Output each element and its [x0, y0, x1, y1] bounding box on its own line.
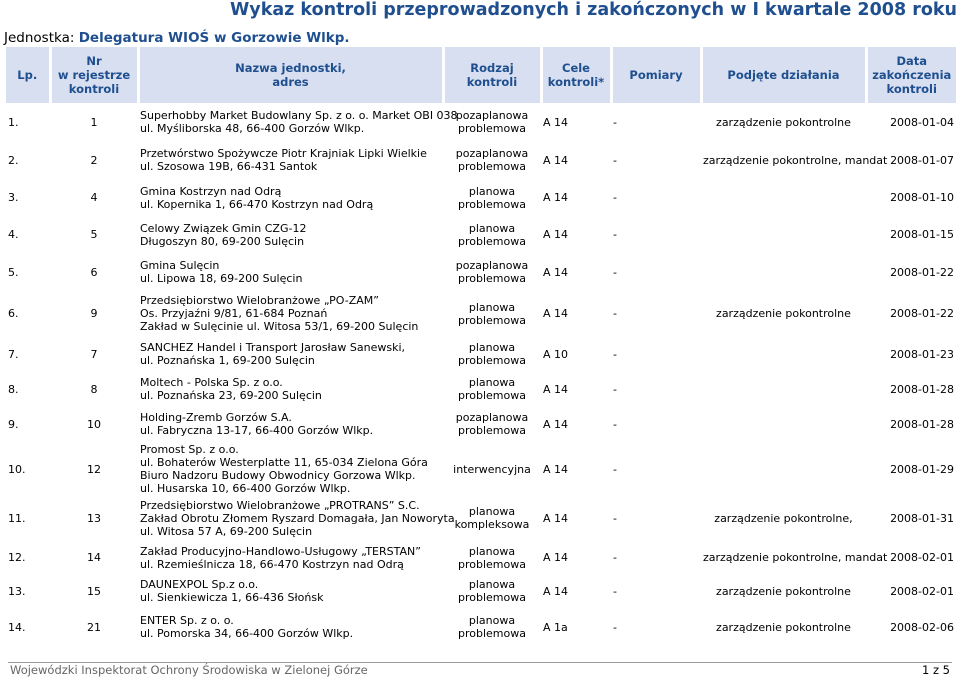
cell-type — [443, 496, 541, 540]
cell-data: 2008-01-10 — [890, 191, 954, 204]
cell-name-line: ul. Lipowa 18, 69-200 Sulęcin — [140, 272, 303, 285]
footer-org: Wojewódzki Inspektorat Ochrony Środowiska w Zielonej Górze — [10, 663, 368, 677]
cell-lp: 3. — [8, 191, 19, 204]
cell-nr: 2 — [90, 153, 98, 167]
cell-cele: A 14 — [543, 307, 569, 320]
cell-name — [138, 540, 443, 575]
cell-name — [138, 253, 443, 291]
cell-pomiary: - — [613, 417, 617, 431]
cell-type — [443, 103, 541, 141]
cell-pomiary: - — [613, 153, 617, 167]
col-header-data — [866, 47, 956, 103]
cell-pomiary: - — [613, 620, 617, 634]
cell-name — [138, 291, 443, 336]
cell-lp: 11. — [8, 511, 26, 525]
unit-label: Jednostka: — [4, 30, 75, 46]
cell-pomiary: - — [613, 462, 617, 476]
table-row — [6, 216, 956, 253]
table-body — [6, 103, 956, 647]
cell-name-line: Gmina Sulęcin — [140, 259, 220, 272]
cell-nr: 13 — [87, 511, 101, 525]
cell-cele: A 14 — [543, 382, 569, 396]
cell-name-line: DAUNEXPOL Sp.z o.o. — [140, 578, 259, 591]
cell-lp: 9. — [8, 417, 19, 431]
cell-dzialania: zarządzenie pokontrolne, — [714, 511, 853, 525]
cell-type-line: pozaplanowa — [455, 109, 529, 122]
cell-dzialania: zarządzenie pokontrolne — [716, 307, 851, 320]
cell-type-line: planowa — [468, 376, 516, 389]
table-row — [6, 103, 956, 141]
cell-type-line: problemowa — [458, 160, 526, 173]
cell-data: 2008-01-29 — [890, 462, 954, 476]
cell-cele: A 14 — [543, 462, 569, 476]
footer-page-number: 1 z 5 — [922, 663, 950, 677]
cell-name-line: Celowy Związek Gmin CZG-12 — [140, 221, 307, 235]
cell-nr: 5 — [90, 228, 98, 241]
cell-name-line: Os. Przyjaźni 9/81, 61-684 Poznań — [140, 307, 328, 320]
cell-type — [443, 575, 541, 607]
cell-type-line: problemowa — [458, 591, 526, 604]
cell-name-line: ul. Rzemieślnicza 18, 66-470 Kostrzyn nad Odrą — [140, 557, 404, 571]
cell-pomiary: - — [613, 584, 617, 598]
table-row — [6, 575, 956, 607]
cell-dzialania: zarządzenie pokontrolne, mandat — [703, 551, 888, 564]
cell-nr: 6 — [90, 265, 98, 279]
cell-name-line: ul. Fabryczna 13-17, 66-400 Gorzów Wlkp. — [140, 424, 374, 437]
cell-nr: 7 — [90, 347, 98, 361]
col-header-nr — [50, 47, 138, 103]
cell-dzialania: zarządzenie pokontrolne — [716, 620, 851, 634]
cell-pomiary: - — [613, 382, 617, 396]
col-header-line: Podjęte działania — [727, 68, 840, 82]
cell-pomiary: - — [613, 191, 617, 204]
cell-lp: 10. — [8, 462, 26, 476]
cell-lp: 2. — [8, 153, 19, 167]
cell-data: 2008-02-06 — [890, 620, 954, 634]
cell-type-line: problemowa — [458, 234, 526, 248]
cell-cele: A 14 — [543, 115, 569, 129]
cell-data: 2008-01-22 — [890, 265, 954, 279]
cell-dzialania — [701, 336, 866, 372]
table-row — [6, 442, 956, 496]
cell-data: 2008-01-28 — [890, 382, 954, 396]
cell-type-line: problemowa — [458, 424, 526, 437]
cell-lp: 13. — [8, 584, 26, 598]
cell-name-line: ul. Szosowa 19B, 66-431 Santok — [140, 160, 318, 173]
col-header-lp — [6, 47, 50, 103]
cell-name — [138, 496, 455, 540]
cell-type-line: problemowa — [458, 197, 526, 211]
cell-lp: 1. — [8, 115, 19, 129]
cell-data: 2008-02-01 — [890, 584, 954, 598]
col-header-line: adres — [272, 75, 309, 89]
cell-dzialania — [701, 179, 866, 216]
cell-pomiary: - — [613, 511, 617, 525]
cell-lp: 12. — [8, 551, 26, 564]
col-header-line: Data — [896, 54, 928, 68]
cell-data: 2008-01-23 — [890, 347, 954, 361]
cell-type-line: problemowa — [458, 389, 526, 402]
cell-pomiary: - — [613, 115, 617, 129]
cell-lp: 5. — [8, 265, 19, 279]
cell-name — [138, 103, 458, 141]
cell-type — [443, 540, 541, 575]
cell-lp: 4. — [8, 228, 19, 241]
unit-line — [4, 30, 350, 46]
cell-name — [138, 442, 443, 496]
cell-name-line: Przedsiębiorstwo Wielobranżowe „PROTRANS” S.C. — [140, 498, 420, 512]
table-row — [6, 179, 956, 216]
cell-type-line: planowa — [468, 544, 516, 558]
cell-lp: 14. — [8, 620, 26, 634]
cell-name — [138, 216, 443, 253]
cell-name-line: Przedsiębiorstwo Wielobranżowe „PO-ZAM” — [140, 294, 379, 307]
cell-name-line: SANCHEZ Handel i Transport Jarosław Sanewski, — [140, 341, 406, 354]
col-header-line: Nazwa jednostki, — [235, 61, 346, 75]
cell-type-line: problemowa — [458, 354, 526, 367]
cell-type-line: problemowa — [458, 557, 526, 571]
cell-type — [443, 141, 541, 179]
cell-name — [138, 372, 443, 406]
cell-name — [138, 406, 443, 442]
cell-type — [443, 372, 541, 406]
cell-type — [443, 406, 541, 442]
cell-name — [138, 607, 443, 647]
cell-pomiary: - — [613, 265, 617, 279]
cell-type — [443, 607, 541, 647]
cell-cele: A 14 — [543, 584, 569, 598]
cell-data: 2008-01-04 — [890, 115, 954, 129]
cell-type-line: pozaplanowa — [455, 147, 529, 160]
table-row — [6, 372, 956, 406]
cell-name-line: Zakład Obrotu Złomem Ryszard Domagała, Jan Noworyta — [140, 511, 455, 525]
cell-nr: 21 — [87, 620, 101, 634]
col-header-line: kontroli — [68, 82, 120, 96]
cell-name-line: Holding-Zremb Gorzów S.A. — [140, 411, 292, 424]
col-header-line: Nr — [86, 54, 102, 68]
cell-cele: A 1a — [543, 620, 568, 634]
cell-dzialania: zarządzenie pokontrolne — [716, 584, 851, 598]
cell-dzialania — [701, 372, 866, 406]
cell-type — [443, 336, 541, 372]
cell-name-line: ENTER Sp. z o. o. — [140, 614, 234, 627]
cell-cele: A 14 — [543, 417, 569, 431]
cell-name-line: Przetwórstwo Spożywcze Piotr Krajniak Lipki Wielkie — [140, 147, 427, 160]
cell-nr: 15 — [87, 584, 101, 598]
cell-cele: A 14 — [543, 551, 569, 564]
cell-dzialania: zarządzenie pokontrolne, mandat — [703, 153, 888, 167]
table-row — [6, 253, 956, 291]
cell-type — [443, 253, 541, 291]
cell-cele: A 14 — [543, 153, 569, 167]
cell-name-line: ul. Bohaterów Westerplatte 11, 65-034 Zielona Góra — [140, 456, 428, 469]
cell-cele: A 14 — [543, 511, 569, 525]
unit-name: Delegatura WIOŚ w Gorzowie Wlkp. — [78, 30, 350, 46]
col-header-name — [138, 47, 443, 103]
cell-lp: 8. — [8, 382, 19, 396]
col-header-line: Pomiary — [629, 68, 683, 82]
cell-cele: A 14 — [543, 191, 569, 204]
cell-name — [138, 141, 443, 179]
cell-type — [443, 179, 541, 216]
table-header-row — [6, 47, 956, 103]
col-header-line: Lp. — [17, 68, 38, 82]
cell-type-line: interwencyjna — [453, 462, 531, 476]
cell-data: 2008-01-07 — [890, 153, 954, 167]
table-row — [6, 607, 956, 647]
cell-type-line: problemowa — [458, 313, 526, 327]
cell-name-line: ul. Poznańska 1, 69-200 Sulęcin — [140, 354, 315, 367]
cell-dzialania — [701, 216, 866, 253]
inspection-table — [6, 47, 956, 647]
cell-type-line: planowa — [468, 578, 516, 591]
col-header-line: kontroli — [466, 75, 518, 89]
cell-pomiary: - — [613, 347, 617, 361]
cell-data: 2008-01-22 — [890, 307, 954, 320]
cell-lp: 7. — [8, 347, 19, 361]
cell-nr: 4 — [90, 191, 98, 204]
cell-name-line: ul. Poznańska 23, 69-200 Sulęcin — [140, 389, 322, 402]
cell-name-line: ul. Pomorska 34, 66-400 Gorzów Wlkp. — [140, 627, 354, 640]
cell-type-line: pozaplanowa — [455, 411, 529, 424]
cell-pomiary: - — [613, 307, 617, 320]
table-row — [6, 336, 956, 372]
cell-type-line: problemowa — [458, 627, 526, 640]
cell-type-line: planowa — [468, 221, 516, 235]
col-header-line: w rejestrze — [57, 68, 131, 82]
col-header-line: Rodzaj — [470, 61, 514, 75]
col-header-pomiary — [611, 47, 701, 103]
cell-name-line: ul. Husarska 10, 66-400 Gorzów Wlkp. — [140, 482, 351, 495]
cell-type-line: planowa — [468, 184, 516, 198]
col-header-line: kontroli* — [547, 75, 605, 89]
cell-data: 2008-02-01 — [890, 551, 954, 564]
cell-type-line: planowa — [468, 341, 516, 354]
cell-nr: 14 — [87, 551, 101, 564]
cell-type — [443, 291, 541, 336]
cell-name-line: Biuro Nadzoru Budowy Obwodnicy Gorzowa Wlkp. — [140, 469, 416, 482]
col-header-line: zakończenia — [872, 68, 952, 82]
cell-type-line: planowa — [468, 614, 516, 627]
col-header-dzialania — [701, 47, 866, 103]
cell-name-line: Gmina Kostrzyn nad Odrą — [140, 184, 282, 198]
cell-name-line: Zakład w Sulęcinie ul. Witosa 53/1, 69-200 Sulęcin — [140, 320, 419, 333]
table-row — [6, 141, 956, 179]
cell-name-line: Moltech - Polska Sp. z o.o. — [140, 376, 283, 389]
cell-name — [138, 179, 443, 216]
cell-nr: 10 — [87, 417, 101, 431]
col-header-cele — [541, 47, 611, 103]
cell-type — [443, 216, 541, 253]
col-header-line: kontroli — [886, 82, 937, 96]
cell-dzialania — [701, 406, 866, 442]
cell-type-line: kompleksowa — [454, 518, 530, 531]
cell-name-line: Superhobby Market Budowlany Sp. z o. o. Market OBI 038 — [140, 109, 458, 122]
cell-type-line: problemowa — [458, 272, 526, 285]
cell-nr: 12 — [87, 462, 101, 476]
cell-nr: 9 — [90, 307, 98, 320]
cell-name-line: ul. Kopernika 1, 66-470 Kostrzyn nad Odrą — [140, 197, 374, 211]
cell-dzialania — [701, 442, 866, 496]
cell-name-line: Zakład Producyjno-Handlowo-Usługowy „TERSTAN” — [140, 544, 421, 558]
cell-name-line: ul. Myśliborska 48, 66-400 Gorzów Wlkp. — [140, 122, 365, 135]
cell-type-line: problemowa — [458, 122, 526, 135]
cell-cele: A 14 — [543, 228, 569, 241]
cell-name-line: ul. Sienkiewicza 1, 66-436 Słońsk — [140, 591, 324, 604]
cell-data: 2008-01-15 — [890, 228, 954, 241]
cell-type — [443, 442, 541, 496]
cell-name-line: Długoszyn 80, 69-200 Sulęcin — [140, 234, 305, 248]
cell-cele: A 10 — [543, 347, 569, 361]
col-header-type — [443, 47, 541, 103]
col-header-line: Cele — [562, 61, 590, 75]
page-title: Wykaz kontroli przeprowadzonych i zakończonych w I kwartale 2008 roku — [230, 0, 957, 20]
cell-type-line: planowa — [468, 300, 516, 314]
table-row — [6, 540, 956, 575]
cell-nr: 8 — [90, 382, 98, 396]
cell-pomiary: - — [613, 551, 617, 564]
cell-nr: 1 — [90, 115, 98, 129]
cell-lp: 6. — [8, 307, 19, 320]
table-row — [6, 496, 956, 540]
cell-type-line: planowa — [468, 505, 516, 518]
cell-type-line: pozaplanowa — [455, 259, 529, 272]
cell-name — [138, 336, 443, 372]
cell-name-line: ul. Witosa 57 A, 69-200 Sulęcin — [140, 524, 313, 538]
table-row — [6, 291, 956, 336]
cell-name — [138, 575, 443, 607]
cell-pomiary: - — [613, 228, 617, 241]
cell-dzialania: zarządzenie pokontrolne — [716, 115, 851, 129]
table-row — [6, 406, 956, 442]
cell-data: 2008-01-31 — [890, 511, 954, 525]
cell-data: 2008-01-28 — [890, 417, 954, 431]
cell-name-line: Promost Sp. z o.o. — [140, 443, 239, 456]
cell-dzialania — [701, 253, 866, 291]
cell-cele: A 14 — [543, 265, 569, 279]
